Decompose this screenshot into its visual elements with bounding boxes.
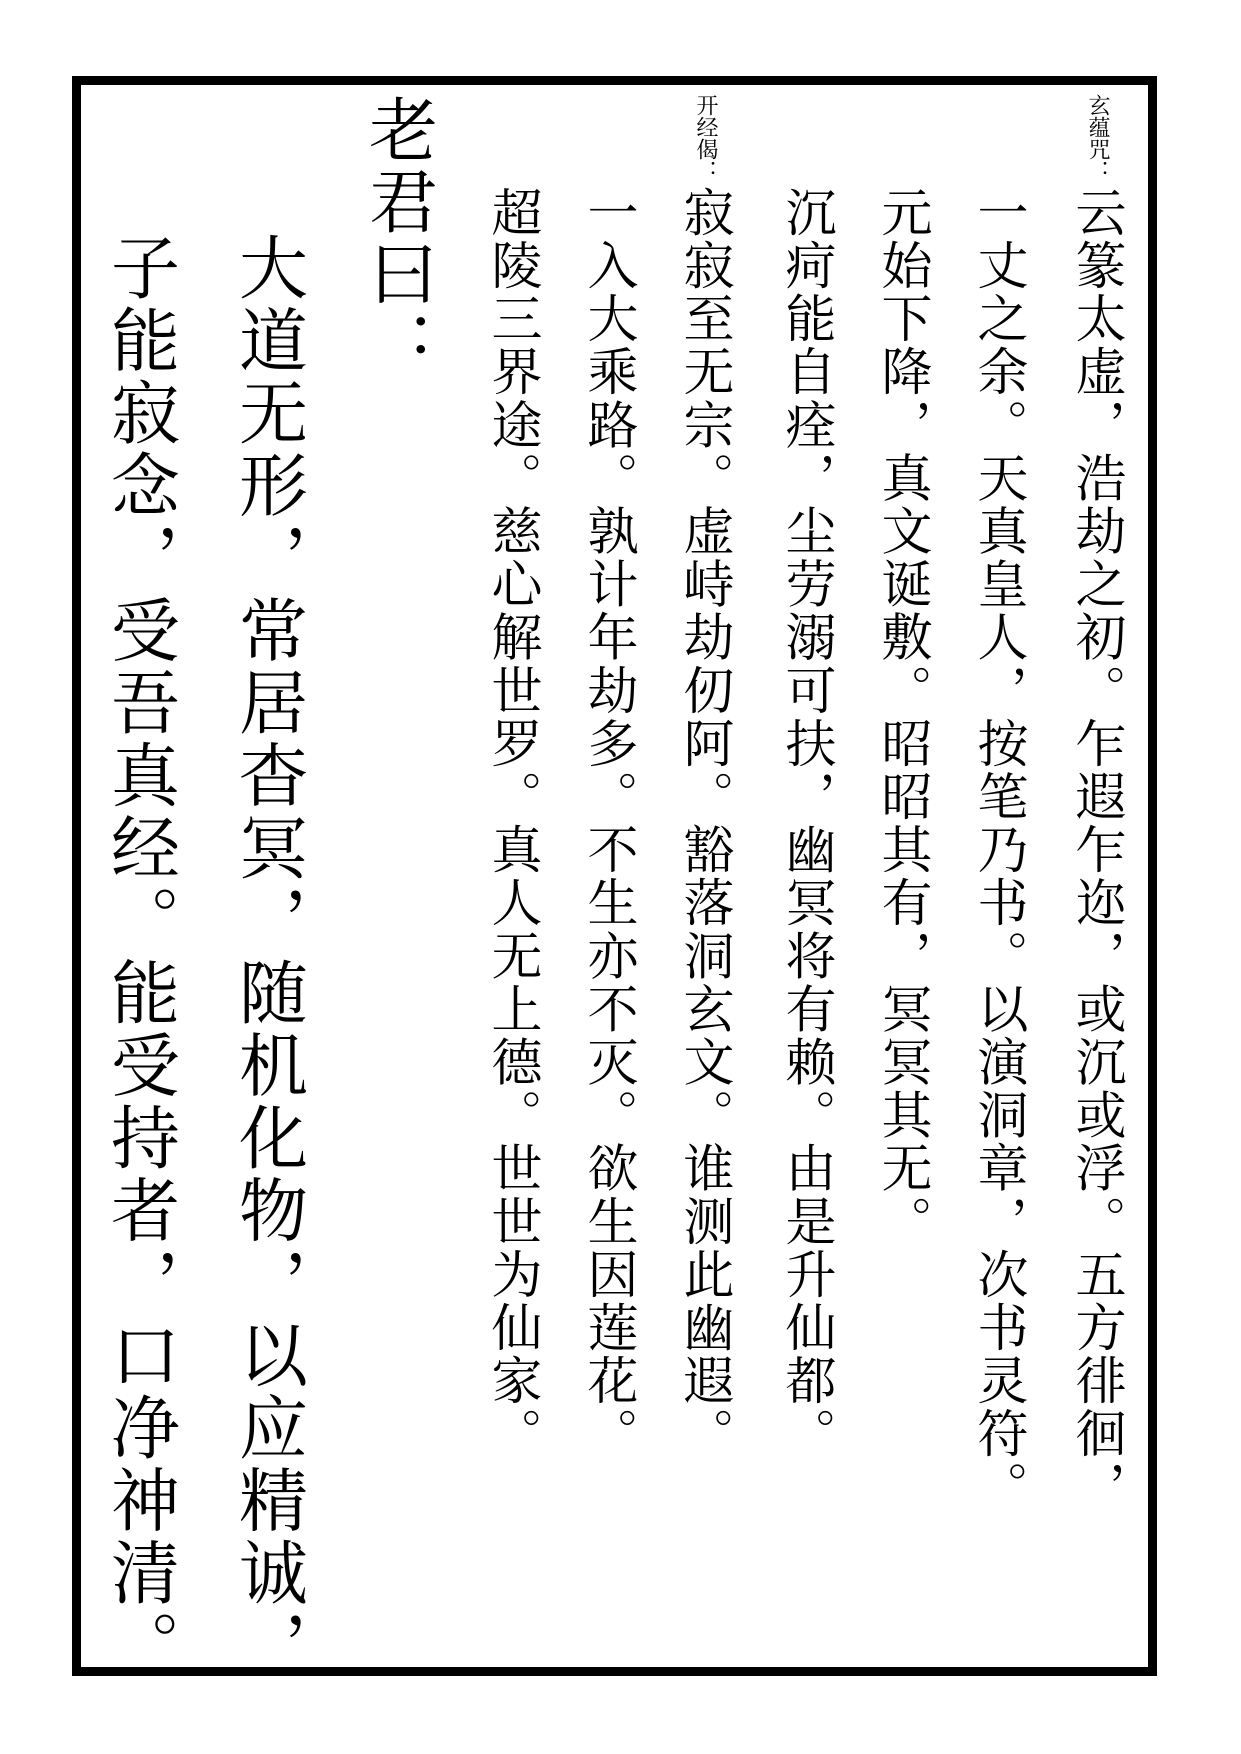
verse-line: 超陵三界途。慈心解世罗。真人无上德。世世为仙家。 <box>482 186 541 1461</box>
prose-line: 大道无形，常居杳冥，随机化物，以应精诚， <box>227 232 307 1682</box>
verse-line: 云篆太虚，浩劫之初。乍遐乍迩，或沉或浮。五方徘徊， <box>1066 186 1125 1514</box>
verse-line: 元始下降，真文诞敷。昭昭其有，冥冥其无。 <box>872 186 931 1248</box>
verse-line: 一丈之余。天真皇人，按笔乃书。以演洞章，次书灵符。 <box>968 186 1027 1514</box>
speaker-heading: 老君曰： <box>357 94 437 382</box>
prose-line: 子能寂念，受吾真经。能受持者，口净神清。 <box>99 232 179 1682</box>
verse-line: 寂寂至无宗。虚峙劫仞阿。豁落洞玄文。谁测此幽遐。 <box>674 186 733 1461</box>
verse-line: 一入大乘路。孰计年劫多。不生亦不灭。欲生因莲花。 <box>578 186 637 1461</box>
section-label-xuanyun-zhou: 玄蕴咒： <box>1085 94 1110 182</box>
section-label-kaijing-ji: 开经偈： <box>693 94 718 182</box>
verse-line: 沉疴能自痊，尘劳溺可扶，幽冥将有赖。由是升仙都。 <box>776 186 835 1461</box>
